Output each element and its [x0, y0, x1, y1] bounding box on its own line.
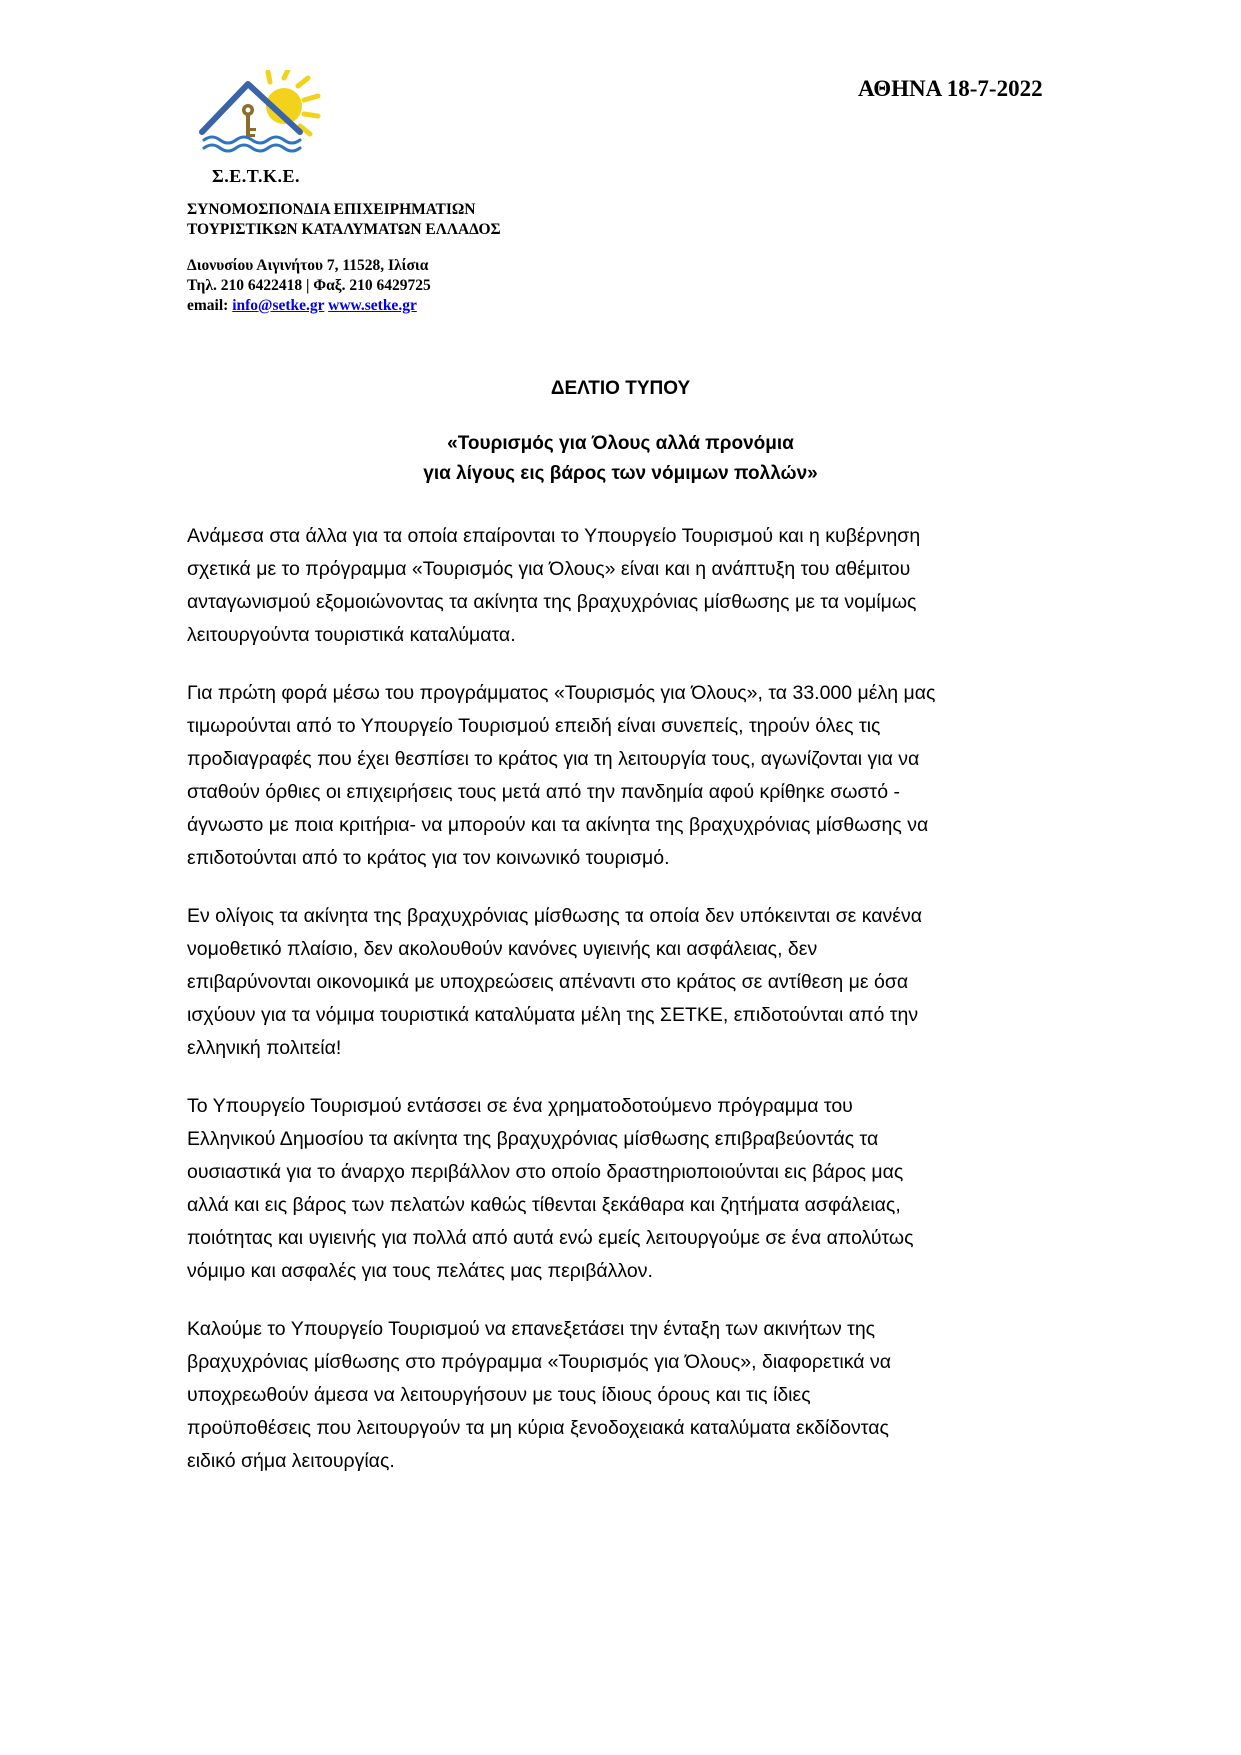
website-link[interactable]: www.setke.gr: [328, 297, 417, 314]
text-line: ισχύουν για τα νόμιμα τουριστικά καταλύματα μέλη της ΣΕΤΚΕ, επιδοτούνται από την: [187, 1004, 919, 1026]
paragraph: [187, 677, 1067, 875]
document-type-heading: ΔΕΛΤΙΟ ΤΥΠΟΥ: [550, 378, 691, 399]
org-name-line: ΣΥΝΟΜΟΣΠΟΝΔΙΑ ΕΠΙΧΕΙΡΗΜΑΤΙΩΝ: [187, 201, 476, 218]
org-name-line: ΤΟΥΡΙΣΤΙΚΩΝ ΚΑΤΑΛΥΜΑΤΩΝ ΕΛΛΑΔΟΣ: [187, 221, 501, 238]
document-date: ΑΘΗΝΑ 18-7-2022: [858, 76, 1043, 101]
text-line: προδιαγραφές που έχει θεσπίσει το κράτος για τη λειτουργία τους, αγωνίζονται για να: [187, 748, 920, 770]
text-line: Το Υπουργείο Τουρισμού εντάσσει σε ένα χρηματοδοτούμενο πρόγραμμα του: [187, 1095, 853, 1117]
house-sun-key-icon: [196, 70, 346, 180]
text-line: προϋποθέσεις που λειτουργούν τα μη κύρια ξενοδοχειακά καταλύματα εκδίδοντας: [187, 1417, 889, 1439]
text-line: βραχυχρόνιας μίσθωσης στο πρόγραμμα «Τουρισμός για Όλους», διαφορετικά να: [187, 1351, 891, 1373]
email-label: email:: [187, 297, 229, 314]
logo-text: Σ.Ε.Τ.Κ.Ε.: [212, 166, 300, 186]
text-line: ποιότητας και υγιεινής για πολλά από αυτά ενώ εμείς λειτουργούμε σε ένα απολύτως: [187, 1227, 914, 1249]
text-line: Καλούμε το Υπουργείο Τουρισμού να επανεξετάσει την ένταξη των ακινήτων της: [187, 1318, 876, 1340]
text-line: Εν ολίγοις τα ακίνητα της βραχυχρόνιας μίσθωσης τα οποία δεν υπόκεινται σε κανένα: [187, 905, 923, 927]
text-line: λειτουργούντα τουριστικά καταλύματα.: [187, 624, 516, 646]
text-line: νομοθετικό πλαίσιο, δεν ακολουθούν κανόνες υγιεινής και ασφάλειας, δεν: [187, 938, 818, 960]
contact-block: [187, 256, 431, 316]
headline-line: για λίγους εις βάρος των νόμιμων πολλών»: [423, 463, 818, 484]
text-line: νόμιμο και ασφαλές για τους πελάτες μας περιβάλλον.: [187, 1260, 653, 1282]
phone-fax: Τηλ. 210 6422418 | Φαξ. 210 6429725: [187, 277, 431, 294]
text-line: ελληνική πολιτεία!: [187, 1037, 342, 1059]
text-line: σταθούν όρθιες οι επιχειρήσεις τους μετά από την πανδημία αφού κρίθηκε σωστό -: [187, 781, 901, 803]
headline: [0, 429, 1241, 489]
email-link[interactable]: info@setke.gr: [232, 297, 325, 314]
paragraph: [187, 900, 1067, 1065]
paragraph: [187, 1090, 1067, 1288]
text-line: επιδοτούνται από το κράτος για τον κοινωνικό τουρισμό.: [187, 847, 670, 869]
text-line: σχετικά με το πρόγραμμα «Τουρισμός για Όλους» είναι και η ανάπτυξη του αθέμιτου: [187, 558, 911, 580]
text-line: υποχρεωθούν άμεσα να λειτουργήσουν με τους ίδιους όρους και τις ίδιες: [187, 1384, 811, 1406]
text-line: επιβαρύνονται οικονομικά με υποχρεώσεις απέναντι στο κράτος σε αντίθεση με όσα: [187, 971, 909, 993]
paragraph: [187, 520, 1067, 652]
body-text: [187, 520, 1067, 1503]
text-line: Για πρώτη φορά μέσω του προγράμματος «Τουρισμός για Όλους», τα 33.000 μέλη μας: [187, 682, 936, 704]
text-line: άγνωστο με ποια κριτήρια- να μπορούν και τα ακίνητα της βραχυχρόνιας μίσθωσης να: [187, 814, 929, 836]
text-line: Ανάμεσα στα άλλα για τα οποία επαίρονται το Υπουργείο Τουρισμού και η κυβέρνηση: [187, 525, 921, 547]
organization-name: [187, 200, 501, 240]
setke-logo: [196, 70, 346, 180]
address: Διονυσίου Αιγινήτου 7, 11528, Ιλίσια: [187, 257, 429, 274]
paragraph: [187, 1313, 1067, 1478]
text-line: αλλά και εις βάρος των πελατών καθώς τίθενται ξεκάθαρα και ζητήματα ασφάλειας,: [187, 1194, 901, 1216]
text-line: ανταγωνισμού εξομοιώνοντας τα ακίνητα της βραχυχρόνιας μίσθωσης με τα νομίμως: [187, 591, 917, 613]
email-line: [187, 296, 431, 316]
headline-line: «Τουρισμός για Όλους αλλά προνόμια: [447, 433, 794, 454]
text-line: ειδικό σήμα λειτουργίας.: [187, 1450, 395, 1472]
text-line: τιμωρούνται από το Υπουργείο Τουρισμού επειδή είναι συνεπείς, τηρούν όλες τις: [187, 715, 881, 737]
text-line: Ελληνικού Δημοσίου τα ακίνητα της βραχυχρόνιας μίσθωσης επιβραβεύοντάς τα: [187, 1128, 879, 1150]
text-line: ουσιαστικά για το άναρχο περιβάλλον στο οποίο δραστηριοποιούνται εις βάρος μας: [187, 1161, 904, 1183]
